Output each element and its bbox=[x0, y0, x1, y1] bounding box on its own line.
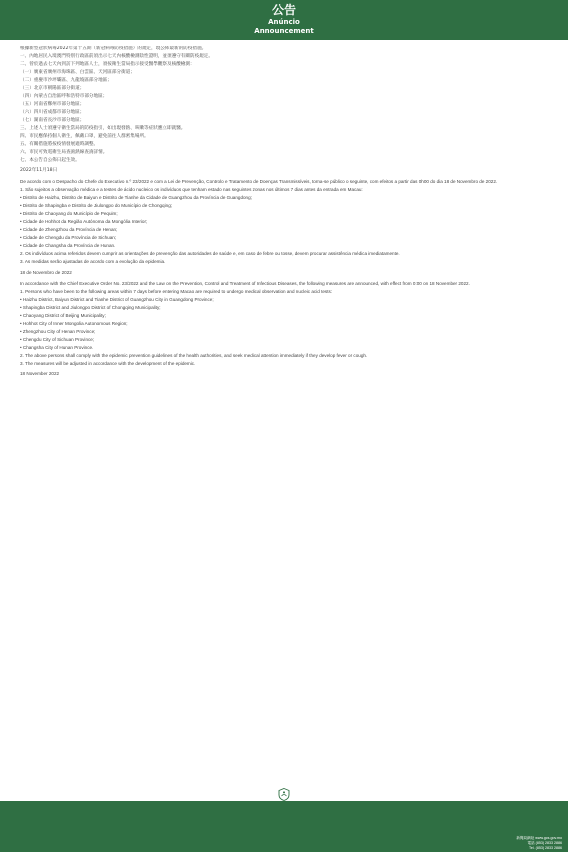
pt-paragraph: 2. Os indivíduos acima referidos devem cumprir as orientações de prevenção das autoridades de saúde e, em caso de febre ou tosse, devem procurar assistência médica imediatamente. bbox=[20, 251, 400, 257]
announcement-footer bbox=[0, 772, 568, 852]
pt-paragraph: 3. As medidas serão ajustadas de acordo com a evolução da epidemia. bbox=[20, 259, 166, 265]
cn-paragraph: （五）河南省鄭州市部分地區； bbox=[20, 102, 85, 107]
cn-paragraph: （二）重慶市沙坪壩區、九龍坡區部分地區； bbox=[20, 78, 112, 83]
cn-paragraph: 二、曾於過去七天內到訪下列地區人士，須按衛生當局指示接受醫學觀察及核酸檢測： bbox=[20, 62, 195, 67]
pt-paragraph: De acordo com o Despacho do Chefe do Executivo n.º 23/2022 e com a Lei de Prevenção, Controlo e Tratamento de Doenças Transmissíveis, torna-se público o seguinte, com efeitos a partir das 0h00 do dia 18 de Novembro de 2022. bbox=[20, 179, 498, 185]
en-paragraph: 2. The above persons shall comply with the epidemic prevention guidelines of the health authorities, and seek medical attention immediately if they develop fever or cough. bbox=[20, 352, 368, 358]
en-paragraph: • Zhengzhou City of Henan Province; bbox=[20, 328, 96, 334]
footer-contact bbox=[516, 836, 562, 851]
header-title-pt: Anúncio bbox=[268, 18, 300, 26]
macau-emblem-icon bbox=[278, 788, 290, 801]
en-paragraph: • Haizhu District, Baiyun District and Tianhe District of Guangzhou City in Guangdong Province; bbox=[20, 296, 214, 302]
en-paragraph: • Hohhot City of Inner Mongolia Autonomous Region; bbox=[20, 320, 128, 326]
pt-paragraph: • Distrito de Chaoyang do Município de Pequim; bbox=[20, 211, 118, 217]
cn-paragraph: （三）北京市朝陽區部分街道； bbox=[20, 86, 85, 91]
pt-paragraph: • Cidade de Chengdu da Província de Sichuan; bbox=[20, 235, 117, 241]
cn-paragraph: 三、上述人士須遵守衛生當局的防疫指引，如出現發熱、咳嗽等症狀應立即就醫。 bbox=[20, 126, 186, 131]
footer-bar bbox=[0, 801, 568, 852]
cn-paragraph: （七）湖南省長沙市部分地區； bbox=[20, 118, 85, 123]
announcement-header bbox=[0, 0, 568, 40]
cn-date: 2022年11月18日 bbox=[20, 168, 58, 174]
cn-paragraph: 五、有關措施將按疫情發展適時調整。 bbox=[20, 142, 99, 147]
cn-paragraph: （四）內蒙古自治區呼和浩特市部分地區； bbox=[20, 94, 108, 99]
en-paragraph: In accordance with the Chief Executive Order No. 23/2022 and the Law on the Prevention, Control and Treatment of Infectious Diseases, the following measures are announced, with effect from 0:00 on 18 November 2022. bbox=[20, 280, 470, 286]
cn-paragraph: （一）廣東省廣州市海珠區、白雲區、天河區部分街道； bbox=[20, 70, 135, 75]
cn-paragraph: 六、市民可致電衛生局查詢熱線查詢詳情。 bbox=[20, 150, 108, 155]
pt-paragraph: • Cidade de Hohhot da Região Autónoma da Mongólia Interior; bbox=[20, 219, 148, 225]
cn-paragraph: 根據新型冠狀病毒2022年第十五期（新冠病毒防疫措施）的規定，現公佈最新的防疫措施。 bbox=[20, 46, 207, 51]
en-paragraph: • Chaoyang District of Beijing Municipality; bbox=[20, 312, 106, 318]
pt-paragraph: 1. São sujeitos a observação médica e a testes de ácido nucleico os indivíduos que tenham estado nas seguintes zonas nos últimos 7 dias antes da entrada em Macau: bbox=[20, 187, 363, 193]
cn-paragraph: （六）四川省成都市部分地區； bbox=[20, 110, 85, 115]
en-paragraph: • Shapingba District and Jiulongpo District of Chongqing Municipality; bbox=[20, 304, 161, 310]
cn-paragraph: 七、本公告自公佈日起生效。 bbox=[20, 158, 80, 163]
pt-paragraph: • Distrito de Shapingba e Distrito de Jiulongpo do Município de Chongqing; bbox=[20, 203, 173, 209]
en-paragraph: 1. Persons who have been to the following areas within 7 days before entering Macao are required to undergo medical observation and nucleic acid tests: bbox=[20, 288, 333, 294]
cn-paragraph: 四、市民應保持個人衛生，佩戴口罩，避免前往人群密集場所。 bbox=[20, 134, 149, 139]
header-title-cn: 公告 bbox=[271, 3, 296, 17]
en-paragraph: • Changsha City of Hunan Province. bbox=[20, 344, 94, 350]
pt-paragraph: • Distrito de Haizhu, Distrito de Baiyun e Distrito de Tianhe da Cidade de Guangzhou da Província de Guangdong; bbox=[20, 195, 252, 201]
header-title-en: Announcement bbox=[254, 27, 314, 35]
en-paragraph: 3. The measures will be adjusted in accordance with the development of the epidemic. bbox=[20, 360, 196, 366]
pt-paragraph: • Cidade de Changsha da Província de Hunan. bbox=[20, 243, 116, 249]
announcement-body bbox=[20, 46, 550, 771]
footer-info-line: 新聞局網址 www.gcs.gov.mo bbox=[516, 836, 562, 840]
en-date: 18 November 2022 bbox=[20, 371, 60, 377]
pt-date: 18 de Novembro de 2022 bbox=[20, 269, 72, 275]
footer-info-line: 電話 (853) 2833 2886 bbox=[527, 841, 562, 845]
en-paragraph: • Chengdu City of Sichuan Province; bbox=[20, 336, 95, 342]
pt-paragraph: • Cidade de Zhengzhou da Província de Henan; bbox=[20, 227, 118, 233]
footer-info-line: Tel. (853) 2833 2886 bbox=[529, 846, 562, 850]
cn-paragraph: 一、內地居民入境澳門特別行政區前須出示七天內核酸檢測陰性證明，並須遵守有關防疫規定。 bbox=[20, 54, 213, 59]
